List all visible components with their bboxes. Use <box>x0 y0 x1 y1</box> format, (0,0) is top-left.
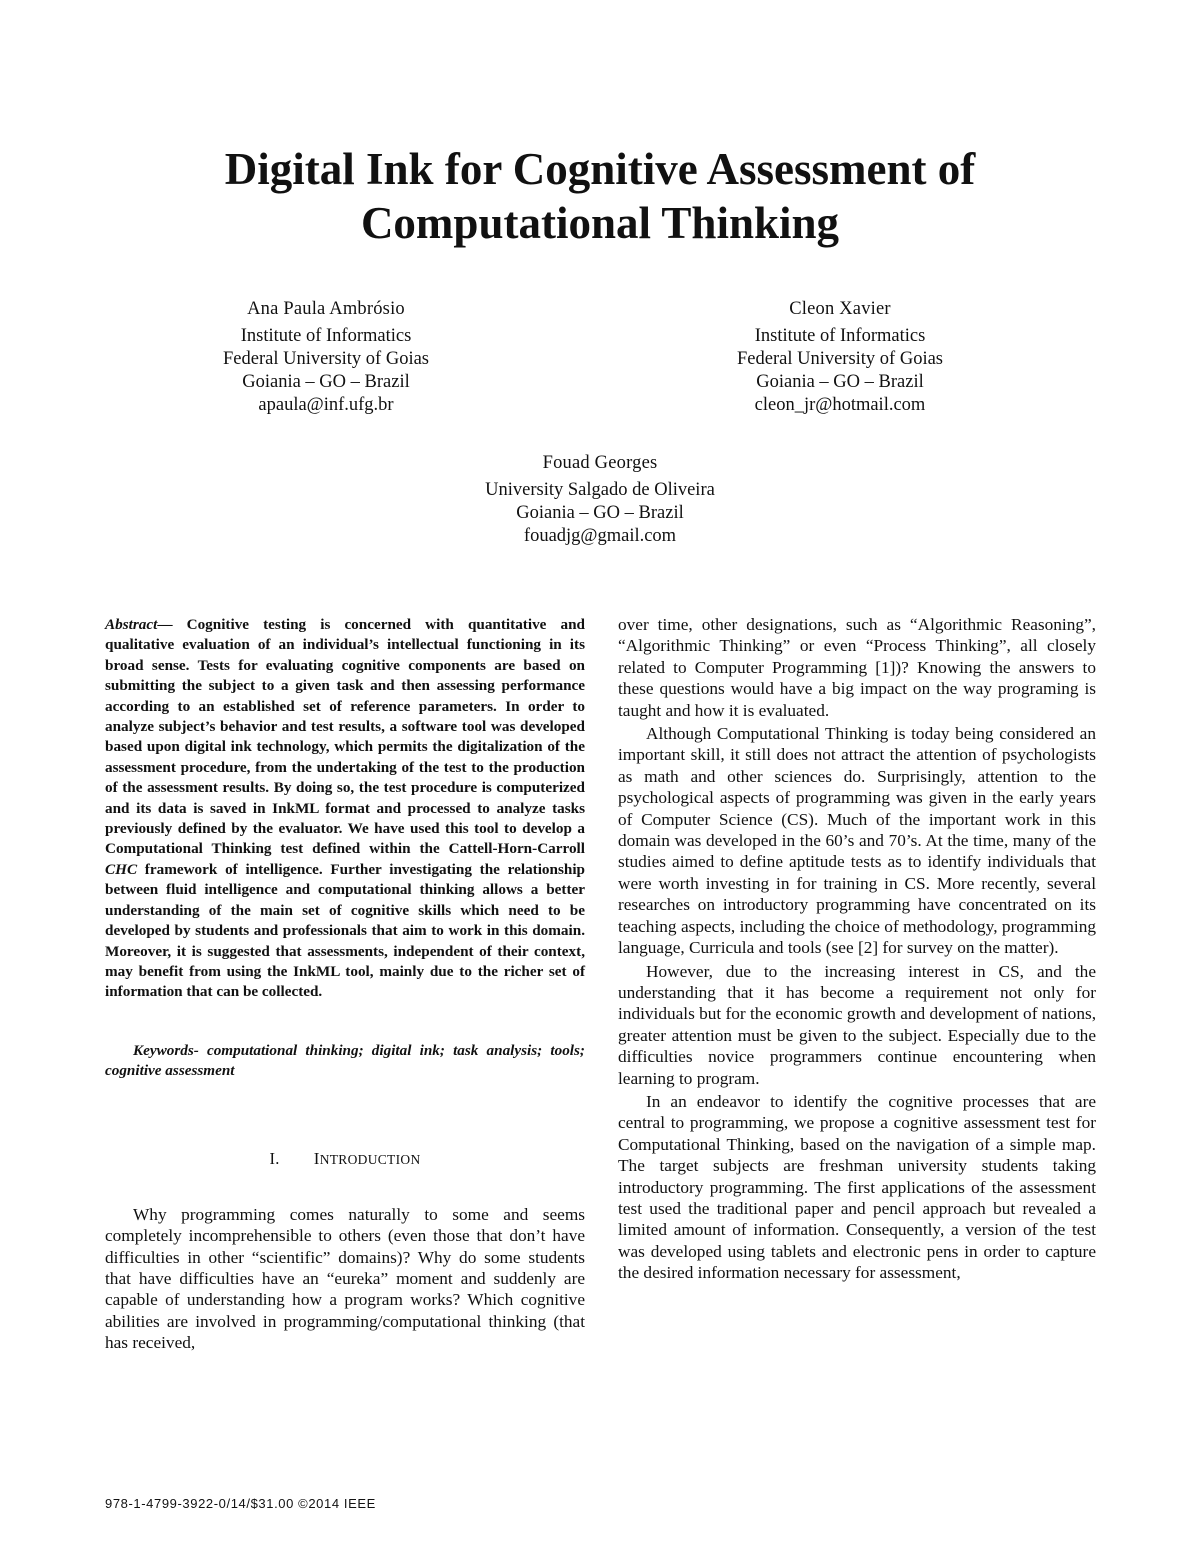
paragraph: Although Computational Thinking is today being considered an important skill, it still does not attract the attention of psychologists as math and other sciences do. Surprisingly, attention to the psychological aspects of programming was given in the early years of Computer Science (CS). Much of the important work in this domain was developed in the 60’s and 70’s. At the time, many of the studies aimed to define aptitude tests as to identify individuals that were worth investing in for training in CS. More recently, several researches on introductory programming have concentrated on its teaching aspects, including the choice of methodology, programming language, Curricula and tools (see [2] for survey on the matter). <box>618 724 1096 958</box>
abstract-text-1: — Cognitive testing is concerned with quantitative and qualitative evaluation of an individual’s intellectual functioning in its broad sense. Tests for evaluating cognitive components are based on submitting the subject to a given task and then assessing performance according to an established set of reference parameters. In order to analyze subject’s behavior and test results, a software tool was developed based upon digital ink technology, which permits the digitalization of the assessment procedure, from the undertaking of the test to the production of the assessment results. By doing so, the test procedure is computerized and its data is saved in InkML format and processed to analyze tasks previously defined by the evaluator. We have used this tool to develop a Computational Thinking test defined within the Cattell-Horn-Carroll <box>105 616 585 858</box>
introduction-left-body <box>105 1204 585 1354</box>
keywords: Keywords- computational thinking; digital ink; task analysis; tools; cognitive assessment <box>105 1041 585 1080</box>
author-name: Cleon Xavier <box>789 299 891 319</box>
author-affiliation: Federal University of Goias <box>736 349 944 369</box>
author-email: apaula@inf.ufg.br <box>258 395 394 415</box>
author-location: Goiania – GO – Brazil <box>756 372 924 392</box>
abstract-chc: CHC <box>105 860 138 878</box>
section-heading-introduction <box>105 1148 585 1170</box>
author-block-3 <box>450 452 750 548</box>
left-column <box>105 615 585 1354</box>
author-block-2 <box>690 298 990 417</box>
paper-title <box>100 142 1100 250</box>
author-affiliation: Institute of Informatics <box>240 326 412 346</box>
author-affiliation: Institute of Informatics <box>754 326 926 346</box>
paragraph: Why programming comes naturally to some and seems completely incomprehensible to others (even those that don’t have difficulties in other “scientific” domains)? Why do some students that have difficulties have an “eureka” moment and suddenly are capable of understanding how a program works? Which cognitive abilities are involved in programming/computational thinking (that has received, <box>105 1204 585 1353</box>
author-name: Ana Paula Ambrósio <box>247 299 405 319</box>
abstract-text-2: framework of intelligence. Further investigating the relationship between fluid intelligence and computational thinking allows a better understanding of the main set of cognitive skills which need to be developed by students and professionals that aim to work in this domain. Moreover, it is suggested that assessments, independent of their context, may benefit from using the InkML tool, mainly due to the richer set of information that can be collected. <box>105 860 585 1001</box>
section-number: I. <box>269 1148 280 1168</box>
section-title-initial: I <box>313 1148 320 1168</box>
paragraph: However, due to the increasing interest in CS, and the understanding that it has become a requirement not only for individuals but for the economic growth and development of nations, greater attention must be given to the subject. Especially due to the difficulties novice programmers continue encountering when learning to program. <box>618 961 1097 1088</box>
section-title-rest: NTRODUCTION <box>319 1151 421 1167</box>
abstract <box>105 615 585 1003</box>
paragraph: over time, other designations, such as “Algorithmic Reasoning”, “Algorithmic Thinking” or even “Process Thinking”, all closely related to Computer Programming [1])? Knowing the answers to these questions would have a big impact on the way programing is taught and how it is evaluated. <box>618 615 1096 720</box>
author-email: cleon_jr@hotmail.com <box>754 395 926 415</box>
title-line-2: Computational Thinking <box>360 198 840 248</box>
author-affiliation: Federal University of Goias <box>222 349 430 369</box>
author-block-1 <box>176 298 476 417</box>
author-email: fouadjg@gmail.com <box>523 526 677 546</box>
author-affiliation: University Salgado de Oliveira <box>485 480 715 500</box>
abstract-lead: Abstract <box>105 616 158 633</box>
paragraph: In an endeavor to identify the cognitive processes that are central to programming, we propose a cognitive assessment test for Computational Thinking, based on the navigation of a simple map. The target subjects are freshman university students taking introductory programming. The first applications of the assessment test used the traditional paper and pencil approach but revealed a limited amount of information. Consequently, a version of the test was developed using tablets and electronic pens in order to capture the desired information necessary for assessment, <box>618 1091 1096 1283</box>
title-line-1: Digital Ink for Cognitive Assessment of <box>224 144 976 194</box>
copyright-footer: 978-1-4799-3922-0/14/$31.00 ©2014 IEEE <box>105 1496 376 1511</box>
author-location: Goiania – GO – Brazil <box>516 503 684 523</box>
right-column <box>618 614 1096 1284</box>
author-location: Goiania – GO – Brazil <box>242 372 410 392</box>
author-name: Fouad Georges <box>542 453 658 473</box>
